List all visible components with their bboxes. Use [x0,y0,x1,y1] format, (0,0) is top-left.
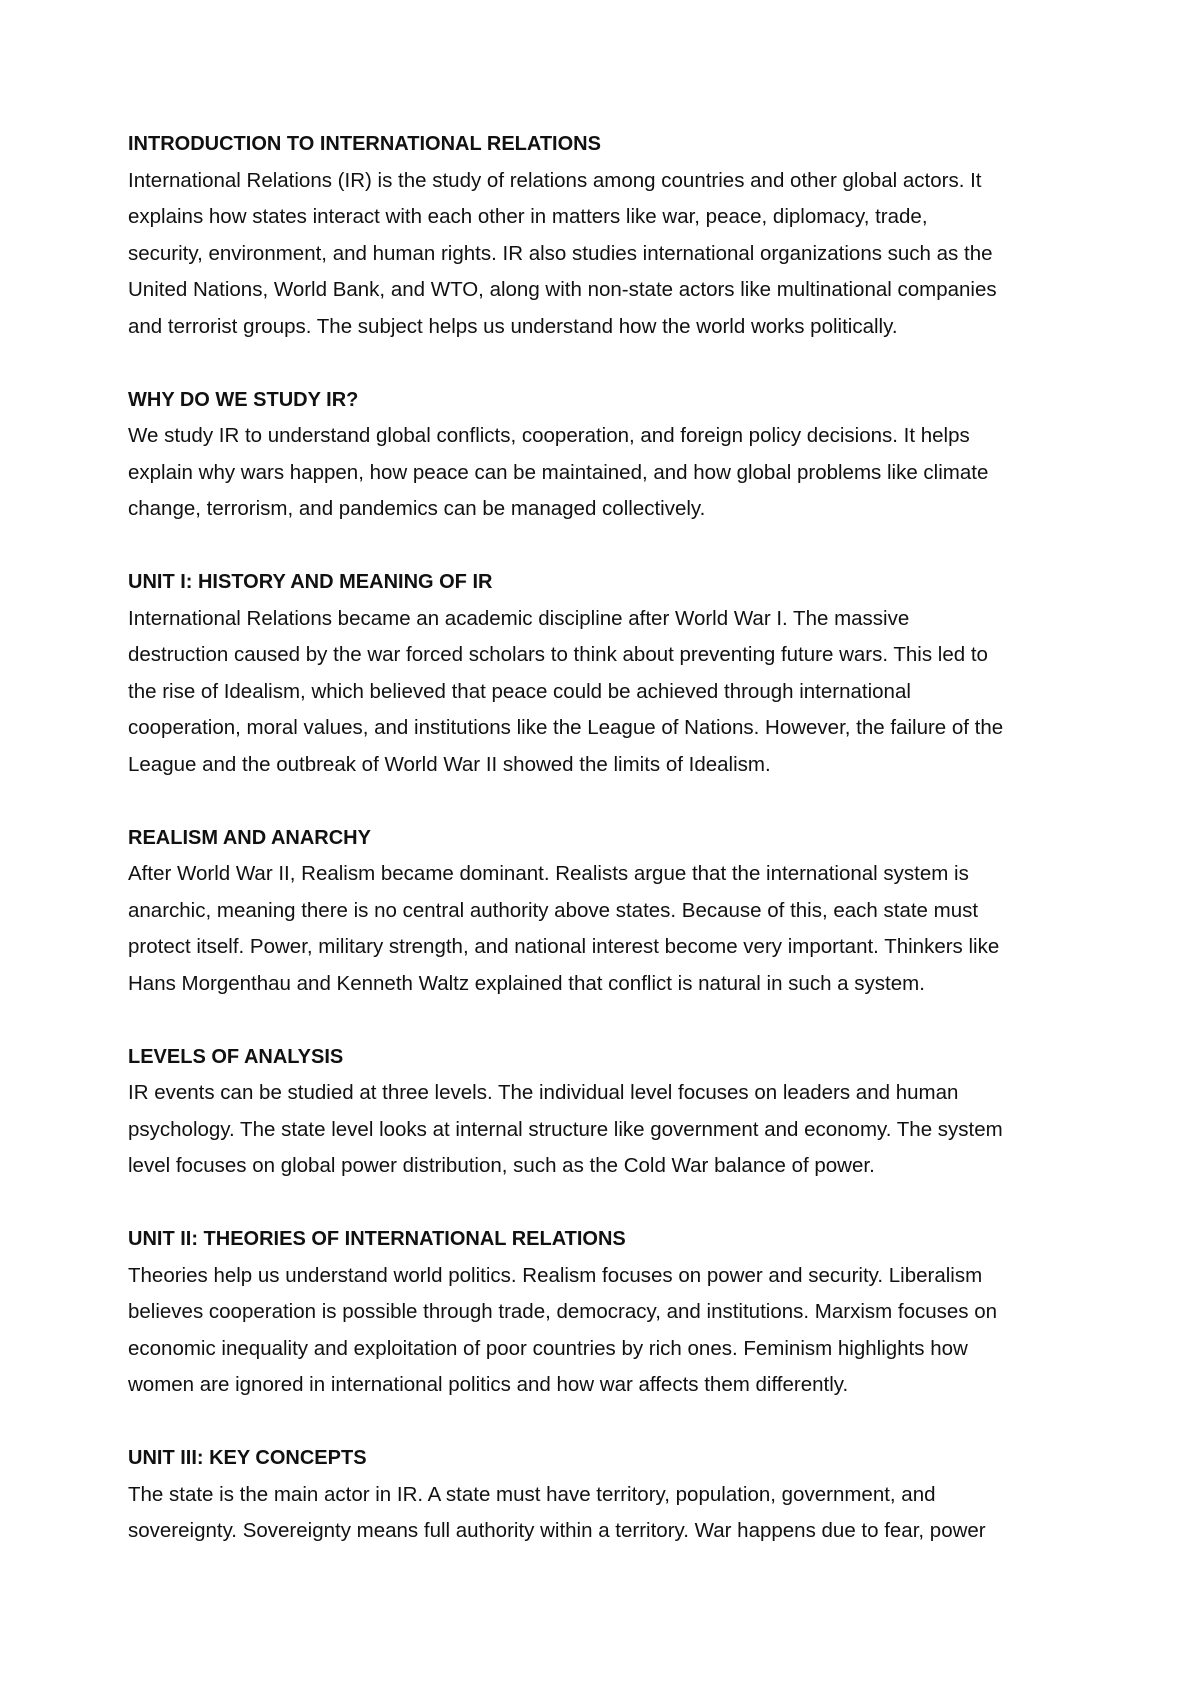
paragraph-line: change, terrorism, and pandemics can be managed collectively. [128,497,706,520]
section-unit-1 [128,564,1088,783]
paragraph-line: explains how states interact with each other in matters like war, peace, diplomacy, trade, [128,205,928,228]
paragraph-line: International Relations became an academic discipline after World War I. The massive [128,606,910,630]
paragraph-line: We study IR to understand global conflicts, cooperation, and foreign policy decisions. It helps [128,424,970,447]
paragraph-line: destruction caused by the war forced scholars to think about preventing future wars. This led to [128,643,988,666]
section-unit-3 [128,1440,1088,1550]
section-levels-of-analysis [128,1039,1088,1185]
section-heading: WHY DO WE STUDY IR? [128,388,359,411]
paragraph-line: sovereignty. Sovereignty means full authority within a territory. War happens due to fear, power [128,1519,986,1542]
paragraph-line: International Relations (IR) is the study of relations among countries and other global actors. It [128,168,982,192]
paragraph-line: After World War II, Realism became dominant. Realists argue that the international system is [128,862,969,885]
section-heading: INTRODUCTION TO INTERNATIONAL RELATIONS [128,133,601,155]
section-heading: REALISM AND ANARCHY [128,826,371,849]
section-heading: UNIT III: KEY CONCEPTS [128,1447,367,1469]
paragraph-line: Theories help us understand world politics. Realism focuses on power and security. Liberalism [128,1263,983,1287]
paragraph-line: the rise of Idealism, which believed that peace could be achieved through international [128,679,911,703]
section-heading: LEVELS OF ANALYSIS [128,1045,344,1068]
paragraph-line: psychology. The state level looks at internal structure like government and economy. The system [128,1117,1003,1141]
section-heading: UNIT II: THEORIES OF INTERNATIONAL RELATIONS [128,1228,626,1250]
paragraph-line: economic inequality and exploitation of poor countries by rich ones. Feminism highlights how [128,1336,968,1360]
section-unit-2 [128,1221,1088,1404]
paragraph-line: United Nations, World Bank, and WTO, along with non-state actors like multinational companies [128,278,997,301]
section-why-study-ir [128,382,1088,528]
document-page [128,126,1088,1586]
paragraph-line: security, environment, and human rights. IR also studies international organizations such as the [128,241,993,265]
paragraph-line: women are ignored in international politics and how war affects them differently. [128,1373,849,1396]
paragraph-line: League and the outbreak of World War II showed the limits of Idealism. [128,752,771,776]
paragraph-line: IR events can be studied at three levels. The individual level focuses on leaders and human [128,1081,959,1104]
paragraph-line: explain why wars happen, how peace can be maintained, and how global problems like climate [128,460,989,484]
paragraph-line: The state is the main actor in IR. A state must have territory, population, government, and [128,1482,936,1506]
paragraph-line: and terrorist groups. The subject helps us understand how the world works politically. [128,314,898,338]
section-introduction [128,126,1088,345]
paragraph-line: cooperation, moral values, and institutions like the League of Nations. However, the failure of the [128,716,1004,739]
paragraph-line: level focuses on global power distribution, such as the Cold War balance of power. [128,1154,875,1177]
paragraph-line: anarchic, meaning there is no central authority above states. Because of this, each state must [128,898,979,922]
section-heading: UNIT I: HISTORY AND MEANING OF IR [128,571,493,593]
paragraph-line: protect itself. Power, military strength, and national interest become very important. Thinkers like [128,935,1000,958]
paragraph-line: Hans Morgenthau and Kenneth Waltz explained that conflict is natural in such a system. [128,971,925,995]
paragraph-line: believes cooperation is possible through trade, democracy, and institutions. Marxism focuses on [128,1300,998,1323]
section-realism-anarchy [128,820,1088,1003]
